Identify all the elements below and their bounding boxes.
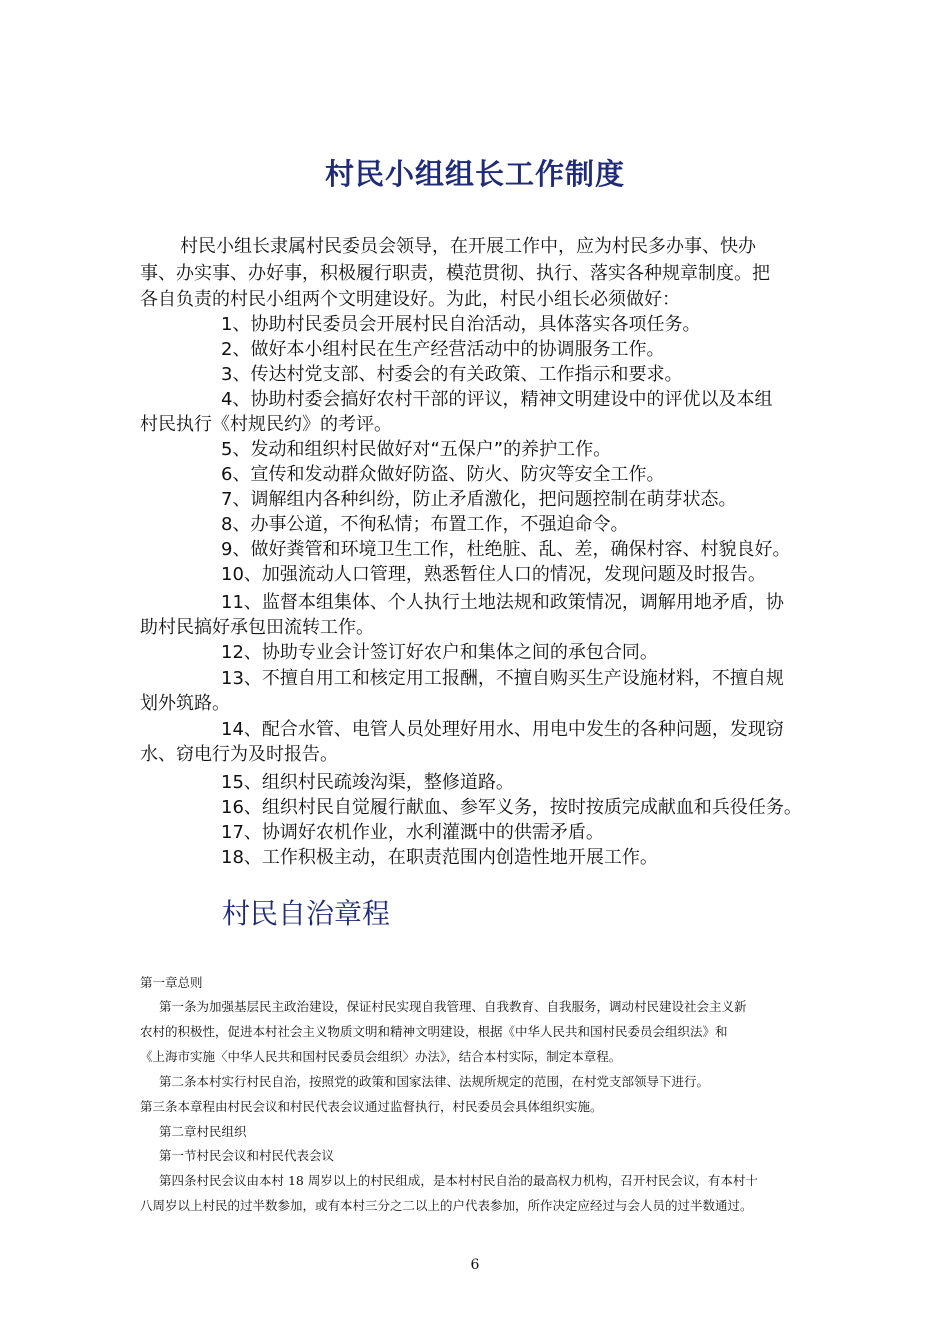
rule-item-3: 3、传达村党支部、村委会的有关政策、工作指示和要求。	[221, 364, 683, 385]
intro-line-2: 事、办实事、办好事，积极履行职责，模范贯彻、执行、落实各种规章制度。把	[140, 263, 770, 284]
rule-item-4: 4、协助村委会搞好农村干部的评议，精神文明建设中的评优以及本组	[221, 389, 773, 410]
rule-item-1: 1、协助村民委员会开展村民自治活动，具体落实各项任务。	[221, 314, 701, 335]
rule-item-6: 6、宣传和发动群众做好防盗、防火、防灾等安全工作。	[221, 464, 665, 485]
rule-item-8: 8、办事公道，不徇私情；布置工作，不强迫命令。	[221, 514, 629, 535]
rule-item-13-cont: 划外筑路。	[140, 693, 230, 714]
charter-line-4: 《上海市实施〈中华人民共和国村民委员会组织〉办法》，结合本村实际，制定本章程。	[140, 1049, 622, 1064]
rule-item-16: 16、组织村民自觉履行献血、参军义务，按时按质完成献血和兵役任务。	[221, 797, 802, 818]
charter-line-1: 第一章总则	[140, 975, 203, 990]
rule-item-9: 9、做好粪管和环境卫生工作，杜绝脏、乱、差，确保村容、村貌良好。	[221, 539, 791, 560]
section-title: 村民自治章程	[222, 897, 391, 930]
intro-line-1: 村民小组长隶属村民委员会领导，在开展工作中，应为村民多办事、快办	[180, 236, 756, 257]
rule-item-18: 18、工作积极主动，在职责范围内创造性地开展工作。	[221, 847, 658, 868]
rule-item-12: 12、协助专业会计签订好农户和集体之间的承包合同。	[221, 642, 658, 663]
rule-item-2: 2、做好本小组村民在生产经营活动中的协调服务工作。	[221, 339, 665, 360]
intro-line-3: 各自负责的村民小组两个文明建设好。为此，村民小组长必须做好：	[140, 289, 680, 310]
charter-line-8: 第一节村民会议和村民代表会议	[159, 1148, 335, 1163]
page-number: 6	[470, 1257, 480, 1273]
rule-item-15: 15、组织村民疏竣沟渠，整修道路。	[221, 772, 514, 793]
rule-item-17: 17、协调好农机作业，水利灌溉中的供需矛盾。	[221, 822, 604, 843]
rule-item-11: 11、监督本组集体、个人执行土地法规和政策情况，调解用地矛盾，协	[221, 592, 784, 613]
rule-item-5: 5、发动和组织村民做好对“五保户”的养护工作。	[221, 439, 612, 460]
rule-item-14-cont: 水、窃电行为及时报告。	[140, 744, 338, 765]
rule-item-10: 10、加强流动人口管理，熟悉暂住人口的情况，发现问题及时报告。	[221, 564, 766, 585]
charter-line-10: 八周岁以上村民的过半数参加，或有本村三分之二以上的户代表参加，所作决定应经过与会人员的过半数通过。	[140, 1198, 753, 1213]
charter-line-9: 第四条村民会议由本村 18 周岁以上的村民组成，是本村村民自治的最高权力机构，召开村民会议，有本村十	[159, 1173, 758, 1188]
charter-line-5: 第二条本村实行村民自治，按照党的政策和国家法律、法规所规定的范围，在村党支部领导下进行。	[159, 1074, 710, 1089]
charter-line-7: 第二章村民组织	[159, 1124, 247, 1139]
rule-item-13: 13、不擅自用工和核定用工报酬，不擅自购买生产设施材料，不擅自规	[221, 668, 784, 689]
charter-line-3: 农村的积极性，促进本村社会主义物质文明和精神文明建设，根据《中华人民共和国村民委员会组织法》和	[140, 1024, 728, 1039]
document-title: 村民小组组长工作制度	[324, 157, 625, 191]
charter-line-2: 第一条为加强基层民主政治建设，保证村民实现自我管理、自我教育、自我服务，调动村民建设社会主义新	[159, 999, 747, 1014]
rule-item-4-cont: 村民执行《村规民约》的考评。	[140, 414, 392, 435]
rule-item-7: 7、调解组内各种纠纷，防止矛盾激化，把问题控制在萌芽状态。	[221, 489, 737, 510]
rule-item-14: 14、配合水管、电管人员处理好用水、用电中发生的各种问题，发现窃	[221, 719, 784, 740]
charter-line-6: 第三条本章程由村民会议和村民代表会议通过监督执行，村民委员会具体组织实施。	[140, 1099, 603, 1114]
rule-item-11-cont: 助村民搞好承包田流转工作。	[140, 617, 374, 638]
